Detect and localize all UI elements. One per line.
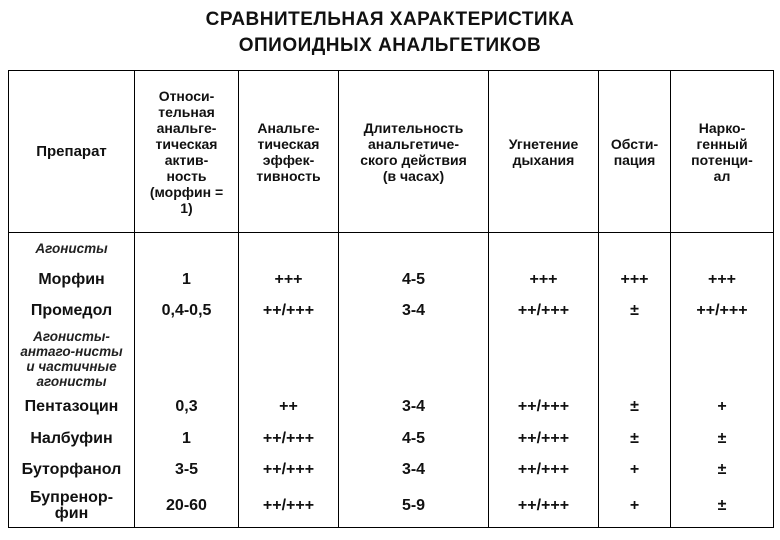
respiratory-value: ++/+++ xyxy=(489,454,599,485)
relative-activity-value: 1 xyxy=(135,264,239,295)
efficacy-value: ++/+++ xyxy=(239,454,339,485)
constipation-value: + xyxy=(599,454,671,485)
respiratory-value: ++/+++ xyxy=(489,486,599,528)
table-row xyxy=(9,454,774,485)
table-row xyxy=(9,486,774,528)
duration-value: 3-4 xyxy=(339,454,489,485)
section-label-agonists: Агонисты xyxy=(9,233,135,265)
relative-activity-value: 3-5 xyxy=(135,454,239,485)
duration-value: 4-5 xyxy=(339,423,489,454)
drug-name: Буторфанол xyxy=(9,454,135,485)
narcogenic-value: + xyxy=(671,392,774,423)
respiratory-value: ++/+++ xyxy=(489,423,599,454)
header-narcogenic-potential: Нарко- генный потенци- ал xyxy=(671,71,774,233)
relative-activity-value: 20-60 xyxy=(135,486,239,528)
header-duration: Длительность анальгетиче- ского действия (в часах) xyxy=(339,71,489,233)
duration-value: 4-5 xyxy=(339,264,489,295)
header-drug: Препарат xyxy=(9,71,135,233)
relative-activity-value: 1 xyxy=(135,423,239,454)
drug-name: Бупренор- фин xyxy=(9,486,135,528)
header-row xyxy=(9,71,774,233)
efficacy-value: +++ xyxy=(239,264,339,295)
drug-name: Морфин xyxy=(9,264,135,295)
duration-value: 5-9 xyxy=(339,486,489,528)
respiratory-value: ++/+++ xyxy=(489,296,599,327)
constipation-value: ± xyxy=(599,296,671,327)
table-row xyxy=(9,423,774,454)
drug-name: Пентазоцин xyxy=(9,392,135,423)
efficacy-value: ++ xyxy=(239,392,339,423)
relative-activity-value: 0,4-0,5 xyxy=(135,296,239,327)
section-row-mixed xyxy=(9,327,774,392)
page-title-line-2: ОПИОИДНЫХ АНАЛЬГЕТИКОВ xyxy=(238,35,542,56)
efficacy-value: ++/+++ xyxy=(239,296,339,327)
constipation-value: +++ xyxy=(599,264,671,295)
narcogenic-value: ± xyxy=(671,486,774,528)
relative-activity-value: 0,3 xyxy=(135,392,239,423)
narcogenic-value: ± xyxy=(671,454,774,485)
respiratory-value: ++/+++ xyxy=(489,392,599,423)
section-label-mixed: Агонисты- антаго-нисты и частичные агонисты xyxy=(9,327,135,392)
page-title-line-1: СРАВНИТЕЛЬНАЯ ХАРАКТЕРИСТИКА xyxy=(205,9,575,30)
constipation-value: ± xyxy=(599,392,671,423)
header-relative-activity: Относи- тельная анальге- тическая актив- ность (морфин = 1) xyxy=(135,71,239,233)
section-row-agonists xyxy=(9,233,774,265)
narcogenic-value: +++ xyxy=(671,264,774,295)
opioid-comparison-table xyxy=(8,70,774,528)
table-row xyxy=(9,296,774,327)
header-constipation: Обсти- пация xyxy=(599,71,671,233)
narcogenic-value: ++/+++ xyxy=(671,296,774,327)
efficacy-value: ++/+++ xyxy=(239,423,339,454)
duration-value: 3-4 xyxy=(339,392,489,423)
drug-name: Промедол xyxy=(9,296,135,327)
respiratory-value: +++ xyxy=(489,264,599,295)
narcogenic-value: ± xyxy=(671,423,774,454)
drug-name: Налбуфин xyxy=(9,423,135,454)
efficacy-value: ++/+++ xyxy=(239,486,339,528)
header-respiratory-depression: Угнетение дыхания xyxy=(489,71,599,233)
table-row xyxy=(9,264,774,295)
constipation-value: + xyxy=(599,486,671,528)
constipation-value: ± xyxy=(599,423,671,454)
duration-value: 3-4 xyxy=(339,296,489,327)
header-analgesic-efficacy: Анальге- тическая эффек- тивность xyxy=(239,71,339,233)
table-row xyxy=(9,392,774,423)
